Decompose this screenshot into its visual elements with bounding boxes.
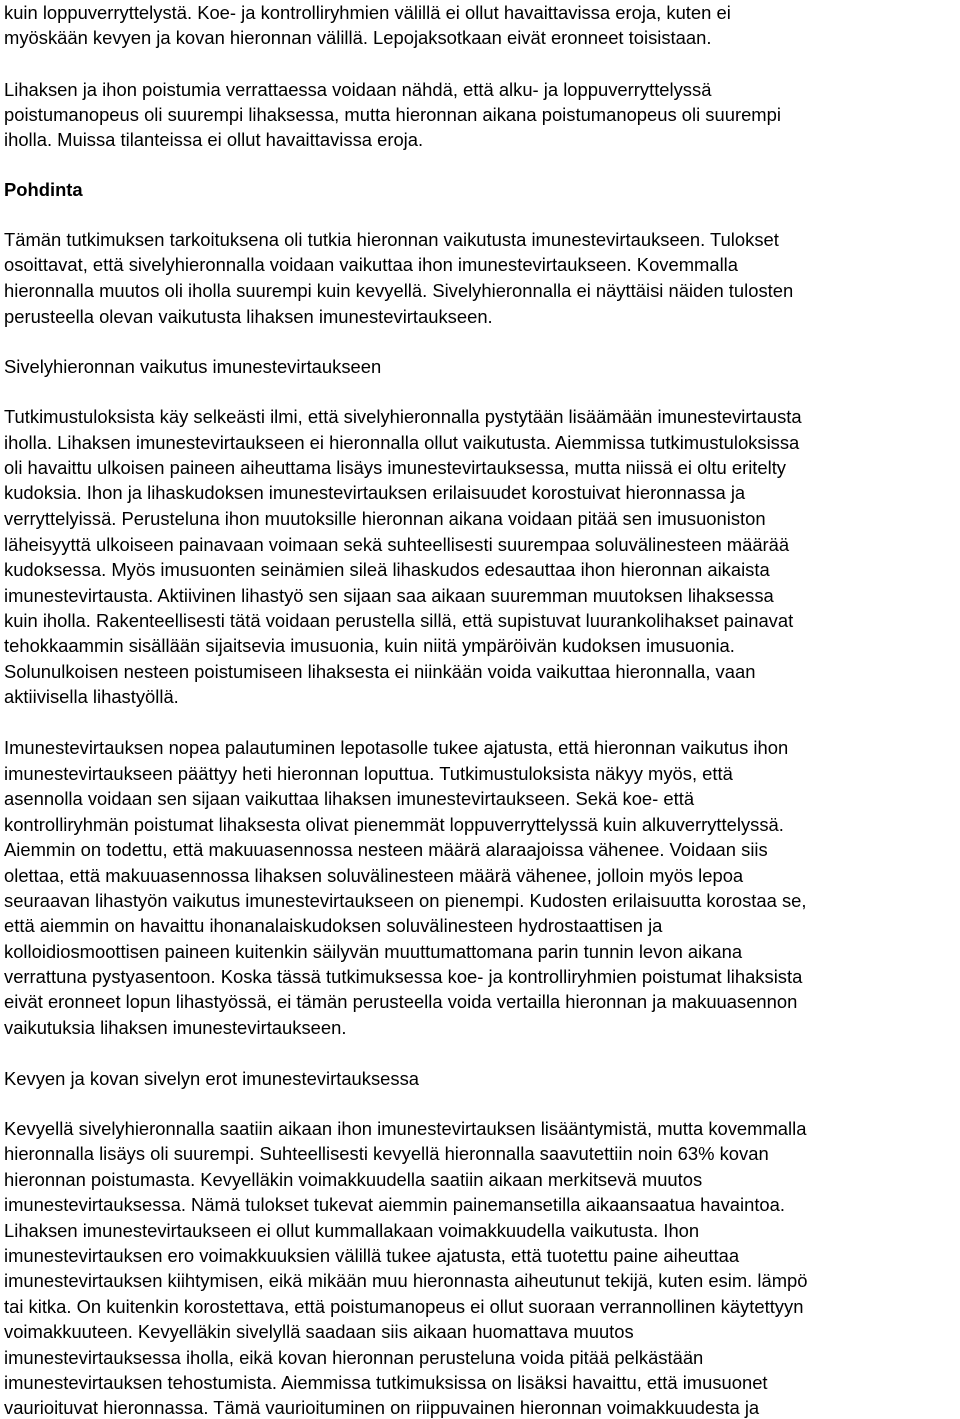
text-line: imunestevirtauksen tehostumista. Aiemmissa tutkimuksissa on lisäksi havaittu, että imusuonet <box>4 1372 768 1393</box>
text-line: tai kitka. On kuitenkin korostettava, että poistumanopeus ei ollut suoraan verrannollinen käytettyyn <box>4 1296 804 1317</box>
text-line: läheisyyttä ulkoiseen painavaan voimaan sekä suhteellisesti suurempaa soluvälinesteen määrää <box>4 534 790 555</box>
text-line: oli havaittu ulkoisen paineen aiheuttama lisäys imunestevirtauksessa, mutta niissä ei oltu eritelty <box>4 457 787 478</box>
text-line: imunestevirtauksessa. Nämä tulokset tukevat aiemmin painemansetilla aikaansaatua havaintoa. <box>4 1194 786 1215</box>
text-line: kontrolliryhmän poistumat lihaksesta olivat pienemmät loppuverryttelyssä kuin alkuverryttelyssä. <box>4 814 784 835</box>
text-line: aktiivisella lihastyöllä. <box>4 686 179 707</box>
text-line: myöskään kevyen ja kovan hieronnan välillä. Lepojaksotkaan eivät eronneet toisistaan. <box>4 27 712 48</box>
text-line: iholla. Lihaksen imunestevirtaukseen ei hieronnalla ollut vaikutusta. Aiemmissa tutkimustuloksissa <box>4 432 800 453</box>
text-line: Tämän tutkimuksen tarkoituksena oli tutkia hieronnan vaikutusta imunestevirtaukseen. Tulokset <box>4 229 779 250</box>
text-line: vaikutuksia lihaksen imunestevirtaukseen. <box>4 1017 347 1038</box>
text-line: tehokkaammin sisällään sijaitsevia imusuonia, kuin niitä ympäröivän kudoksen imusuonia. <box>4 635 735 656</box>
text-line: että aiemmin on havaittu ihonanalaiskudoksen soluvälinesteen hydrostaattisen ja <box>4 915 663 936</box>
text-line: imunestevirtaukseen päättyy heti hieronnan loputtua. Tutkimustuloksista näkyy myös, että <box>4 763 733 784</box>
text-line: osoittavat, että sivelyhieronnalla voidaan vaikuttaa ihon imunestevirtaukseen. Kovemmalla <box>4 254 738 275</box>
section-heading-pohdinta: Pohdinta <box>4 179 83 200</box>
text-line: verryttelyissä. Perusteluna ihon muutoksille hieronnan aikana voidaan pitää sen imusuoniston <box>4 508 766 529</box>
text-line: perusteella olevan vaikutusta lihaksen imunestevirtaukseen. <box>4 306 493 327</box>
text-line: hieronnalla lisäys oli suurempi. Suhteellisesti kevyellä hieronnalla saavutettiin noin 63% kovan <box>4 1143 769 1164</box>
text-line: Imunestevirtauksen nopea palautuminen lepotasolle tukee ajatusta, että hieronnan vaikutus ihon <box>4 737 789 758</box>
text-line: verrattuna pystyasentoon. Koska tässä tutkimuksessa koe- ja kontrolliryhmien poistumat lihaksista <box>4 966 803 987</box>
text-line: Lihaksen imunestevirtaukseen ei ollut kummallakaan voimakkuudella vaikutusta. Ihon <box>4 1220 700 1241</box>
text-line: iholla. Muissa tilanteissa ei ollut havaittavissa eroja. <box>4 129 424 150</box>
text-line: Tutkimustuloksista käy selkeästi ilmi, että sivelyhieronnalla pystytään lisäämään imunestevirtausta <box>4 406 802 427</box>
text-line: kuin loppuverryttelystä. Koe- ja kontrolliryhmien välillä ei ollut havaittavissa eroja, kuten ei <box>4 2 731 23</box>
text-line: poistumanopeus oli suurempi lihaksessa, mutta hieronnan aikana poistumanopeus oli suurempi <box>4 104 781 125</box>
text-line: Aiemmin on todettu, että makuuasennossa nesteen määrä alaraajoissa vähenee. Voidaan siis <box>4 839 768 860</box>
text-line: Kevyellä sivelyhieronnalla saatiin aikaan ihon imunestevirtauksen lisääntymistä, mutta kovemmalla <box>4 1118 807 1139</box>
text-line: seuraavan lihastyön vaikutus imunestevirtaukseen on pienempi. Kudosten erilaisuutta korostaa se, <box>4 890 807 911</box>
text-line: Solunulkoisen nesteen poistumiseen lihaksesta ei niinkään voida vaikuttaa hieronnalla, vaan <box>4 661 756 682</box>
text-line: eivät eronneet lopun lihastyössä, ei tämän perusteella voida vertailla hieronnan ja makuuasennon <box>4 991 798 1012</box>
subsection-heading: Kevyen ja kovan sivelyn erot imunestevirtauksessa <box>4 1068 420 1089</box>
text-line: vaurioituvat hieronnassa. Tämä vaurioituminen on riippuvainen hieronnan voimakkuudesta ja <box>4 1397 760 1418</box>
subsection-heading: Sivelyhieronnan vaikutus imunestevirtaukseen <box>4 356 382 377</box>
text-line: Lihaksen ja ihon poistumia verrattaessa voidaan nähdä, että alku- ja loppuverryttelyssä <box>4 79 712 100</box>
text-line: imunestevirtauksessa iholla, eikä kovan hieronnan perusteluna voida pitää pelkästään <box>4 1347 704 1368</box>
text-line: imunestevirtauksen kiihtymisen, eikä mikään muu hieronnasta aiheutunut tekijä, kuten esim. lämpö <box>4 1270 808 1291</box>
text-line: hieronnalla muutos oli iholla suurempi kuin kevyellä. Sivelyhieronnalla ei näyttäisi näiden tulosten <box>4 280 794 301</box>
text-line: voimakkuuteen. Kevyelläkin sivelyllä saadaan siis aikaan huomattava muutos <box>4 1321 634 1342</box>
text-line: imunestevirtausta. Aktiivinen lihastyö sen sijaan saa aikaan suuremman muutoksen lihaksessa <box>4 585 774 606</box>
text-line: kolloidiosmoottisen paineen kuitenkin säilyvän muuttumattomana parin tunnin levon aikana <box>4 941 743 962</box>
text-line: olettaa, että makuuasennossa lihaksen soluvälinesteen määrä vähenee, jolloin myös lepoa <box>4 865 744 886</box>
text-line: imunestevirtauksen ero voimakkuuksien välillä tukee ajatusta, että tuotettu paine aiheuttaa <box>4 1245 740 1266</box>
text-line: kudoksessa. Myös imusuonten seinämien sileä lihaskudos edesauttaa ihon hieronnan aikaista <box>4 559 770 580</box>
text-line: asennolla voidaan sen sijaan vaikuttaa lihaksen imunestevirtaukseen. Sekä koe- että <box>4 788 695 809</box>
text-line: kuin iholla. Rakenteellisesti tätä voidaan perustella sillä, että supistuvat luurankolihakset painavat <box>4 610 794 631</box>
text-line: kudoksia. Ihon ja lihaskudoksen imunestevirtauksen erilaisuudet korostuivat hieronnassa ja <box>4 482 746 503</box>
text-line: hieronnan poistumasta. Kevyelläkin voimakkuudella saatiin aikaan merkitsevä muutos <box>4 1169 703 1190</box>
